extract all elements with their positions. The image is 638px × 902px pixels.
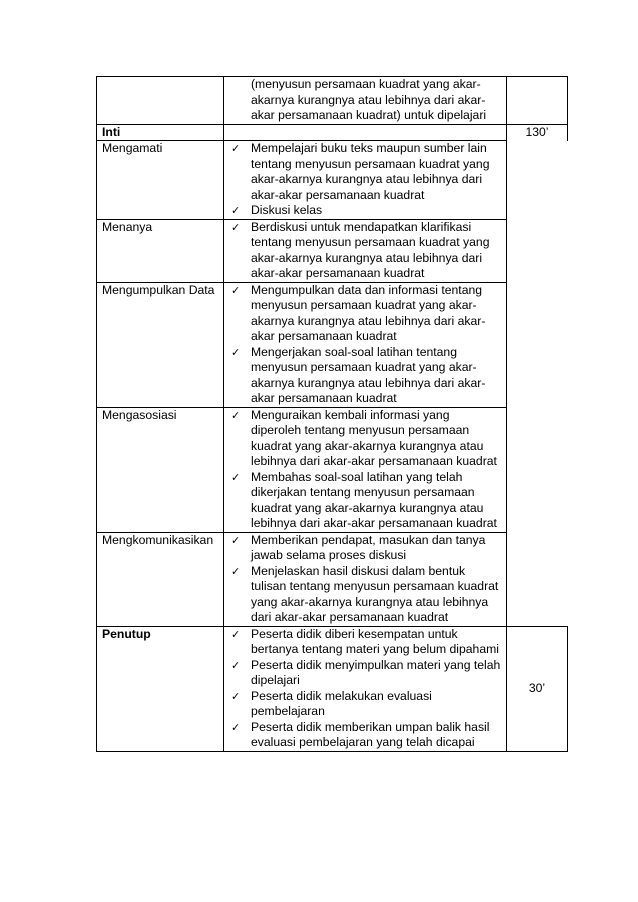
penutup-time: 30’ <box>507 626 568 751</box>
step-activity-list <box>229 141 501 219</box>
penutup-row <box>97 626 568 751</box>
step-activity-cell <box>224 282 507 407</box>
activity-item <box>229 220 501 282</box>
continuation-activity-cell <box>224 77 507 125</box>
step-activity-cell <box>224 407 507 532</box>
step-activity-cell <box>224 219 507 282</box>
activity-text: Peserta didik melakukan evaluasi pembelajaran <box>251 688 432 718</box>
activity-item <box>229 720 501 751</box>
activity-text: Mengerjakan soal-soal latihan tentang menyusun persamaan kuadrat yang akar-akarnya kurangnya atau lebihnya dari akar-akar persamanaan kuadrat <box>251 344 486 405</box>
inti-step-row <box>97 407 568 532</box>
activity-text: Peserta didik menyimpulkan materi yang telah dipelajari <box>251 657 501 687</box>
continuation-time-cell <box>507 77 568 125</box>
penutup-list <box>229 627 501 751</box>
check-mark-icon: ✓ <box>231 627 241 641</box>
check-mark-icon: ✓ <box>231 689 241 703</box>
activity-text: Berdiskusi untuk mendapatkan klarifikasi tentang menyusun persamaan kuadrat yang akar-akarnya kurangnya atau lebihnya dari akar-akar persamanaan kuadrat <box>251 219 490 280</box>
activity-item <box>229 564 501 626</box>
activity-item <box>229 203 501 219</box>
continuation-row <box>97 77 568 125</box>
activity-item <box>229 141 501 203</box>
check-mark-icon: ✓ <box>231 408 241 422</box>
activity-item <box>229 283 501 345</box>
penutup-activity-cell <box>224 626 507 751</box>
step-label: Mengamati <box>97 141 224 220</box>
activity-text: Peserta didik diberi kesempatan untuk bertanya tentang materi yang belum dipahami <box>251 626 499 656</box>
step-label: Mengumpulkan Data <box>97 282 224 407</box>
activity-text: Membahas soal-soal latihan yang telah dikerjakan tentang menyusun persamaan kuadrat yang akar-akarnya kurangnya atau lebihnya dari akar-akar persamanaan kuadrat <box>251 469 497 530</box>
check-mark-icon: ✓ <box>231 345 241 359</box>
step-activity-list <box>229 220 501 282</box>
activity-text: Memberikan pendapat, masukan dan tanya jawab selama proses diskusi <box>251 532 486 562</box>
continuation-phase-cell <box>97 77 224 125</box>
check-mark-icon: ✓ <box>231 220 241 234</box>
activity-text: Menguraikan kembali informasi yang diperoleh tentang menyusun persamaan kuadrat yang akar-akarnya kurangnya atau lebihnya dari akar-akar persamanaan kuadrat <box>251 407 497 468</box>
activity-text: Diskusi kelas <box>251 203 323 217</box>
check-mark-icon: ✓ <box>231 533 241 547</box>
inti-step-row <box>97 532 568 626</box>
step-activity-cell <box>224 532 507 626</box>
continuation-text: (menyusun persamaan kuadrat yang akar-akarnya kurangnya atau lebihnya dari akar-akar persamanaan kuadrat) untuk dipelajari <box>251 77 487 122</box>
activity-text: Mempelajari buku teks maupun sumber lain tentang menyusun persamaan kuadrat yang akar-akarnya kurangnya atau lebihnya dari akar-akar persamanaan kuadrat <box>251 141 490 202</box>
lesson-plan-table <box>96 76 568 752</box>
inti-heading: Inti <box>97 124 224 141</box>
activity-item <box>229 658 501 689</box>
check-mark-icon: ✓ <box>231 204 241 217</box>
check-mark-icon: ✓ <box>231 564 241 578</box>
activity-item <box>229 470 501 532</box>
inti-step-row <box>97 219 568 282</box>
step-activity-cell <box>224 141 507 220</box>
inti-heading-activity-cell <box>224 124 507 141</box>
activity-item <box>229 345 501 407</box>
step-label: Mengkomunikasikan <box>97 532 224 626</box>
inti-heading-row <box>97 124 568 141</box>
activity-text: Menjelaskan hasil diskusi dalam bentuk tulisan tentang menyusun persamaan kuadrat yang akar-akarnya kurangnya atau lebihnya dari akar-akar persamanaan kuadrat <box>251 563 499 624</box>
activity-item <box>229 689 501 720</box>
check-mark-icon: ✓ <box>231 283 241 297</box>
check-mark-icon: ✓ <box>231 658 241 672</box>
check-mark-icon: ✓ <box>231 470 241 484</box>
activity-item <box>229 533 501 564</box>
step-activity-list <box>229 283 501 407</box>
inti-step-row <box>97 282 568 407</box>
activity-text: Peserta didik memberikan umpan balik hasil evaluasi pembelajaran yang telah dicapai <box>251 719 490 749</box>
step-activity-list <box>229 533 501 626</box>
step-label: Mengasosiasi <box>97 407 224 532</box>
activity-text: Mengumpulkan data dan informasi tentang menyusun persamaan kuadrat yang akar-akarnya kurangnya atau lebihnya dari akar-akar persamanaan kuadrat <box>251 282 486 343</box>
inti-steps <box>97 141 568 627</box>
step-activity-list <box>229 408 501 532</box>
inti-time: 130’ <box>507 124 568 141</box>
activity-item <box>229 408 501 470</box>
activity-item <box>229 627 501 658</box>
penutup-label: Penutup <box>97 626 224 751</box>
step-label: Menanya <box>97 219 224 282</box>
inti-step-row <box>97 141 568 220</box>
check-mark-icon: ✓ <box>231 142 241 155</box>
check-mark-icon: ✓ <box>231 720 241 734</box>
